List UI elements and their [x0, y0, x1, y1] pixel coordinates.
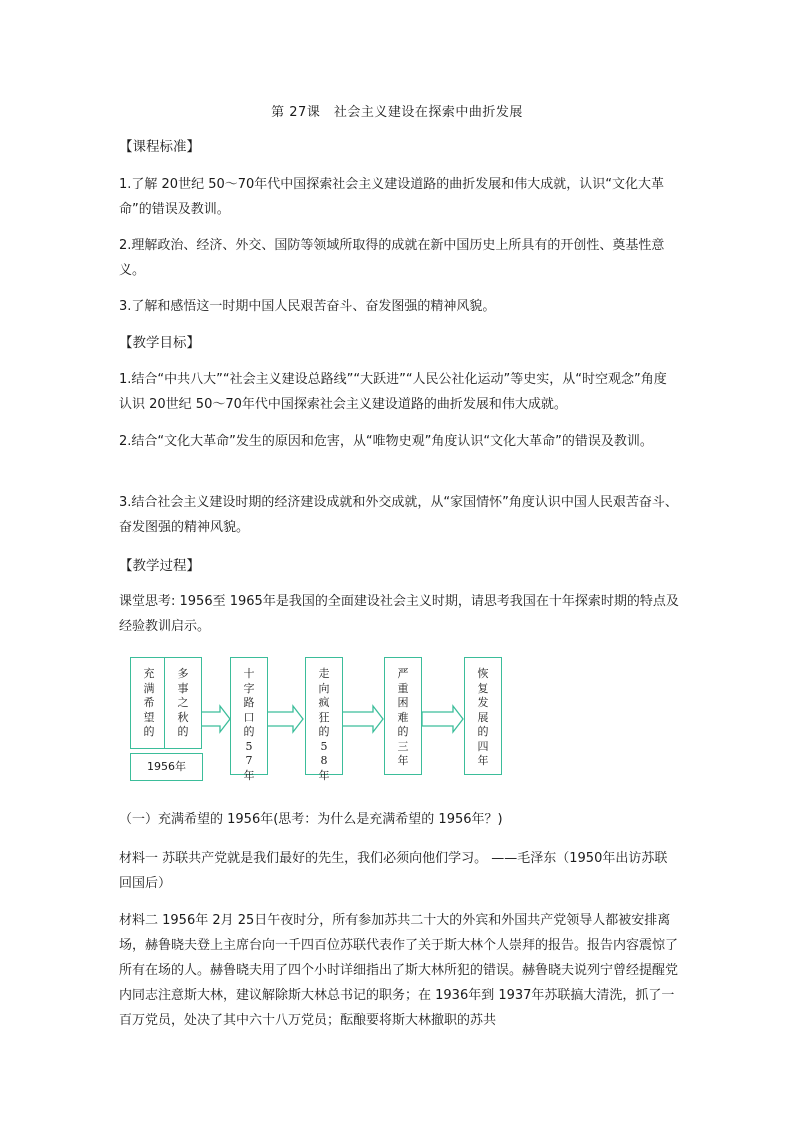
- flow-arrow-2: [267, 706, 303, 732]
- goal-item-3: 3.结合社会主义建设时期的经济建设成就和外交成就，从“家国情怀”角度认识中国人民艰苦奋斗、奋发图强的精神风貌。: [119, 495, 678, 535]
- section-heading-process: 【教学过程】: [119, 558, 200, 574]
- flow-box-hardship-three-years: 严重困难的三年: [384, 657, 422, 775]
- flow-year-label: 1956年: [130, 753, 203, 781]
- classroom-thinking: 课堂思考: 1956至 1965年是我国的全面建设社会主义时期，请思考我国在十年探索时期的特点及经验教训启示。: [119, 594, 679, 634]
- flow-box-recovery-four-years: 恢复发展的四年: [464, 657, 502, 775]
- goal-item-2: 2.结合“文化大革命”发生的原因和危害，从“唯物史观”角度认识“文化大革命”的错误及教训。: [119, 434, 653, 449]
- goal-item-1: 1.结合“中共八大”“社会主义建设总路线”“大跃进”“人民公社化运动”等史实，从“时空观念”角度认识 20世纪 50～70年代中国探索社会主义建设道路的曲折发展和伟大成就。: [119, 372, 667, 412]
- material-1: 材料一 苏联共产党就是我们最好的先生，我们必须向他们学习。 ——毛泽东（1950年出访苏联回国后）: [119, 851, 668, 891]
- timeline-flow-diagram: [130, 657, 530, 787]
- flow-box-madness-58: 走向疯狂的58年: [305, 657, 343, 775]
- flow-box-eventful: 多事之秋的: [164, 657, 202, 749]
- flow-box-hopeful: 充满希望的: [130, 657, 168, 749]
- section-heading-standard: 【课程标准】: [119, 139, 200, 155]
- lesson-title: 第 27课 社会主义建设在探索中曲折发展: [271, 105, 523, 120]
- subheading-hopeful-1956: （一）充满希望的 1956年(思考：为什么是充满希望的 1956年？): [119, 812, 503, 827]
- standard-item-1: 1.了解 20世纪 50～70年代中国探索社会主义建设道路的曲折发展和伟大成就，认识“文化大革命”的错误及教训。: [119, 177, 665, 217]
- material-2: 材料二 1956年 2月 25日午夜时分，所有参加苏共二十大的外宾和外国共产党领导人都被安排离场，赫鲁晓夫登上主席台向一千四百位苏联代表作了关于斯大林个人崇拜的报告。报告内容震惊了所有在场的人。赫鲁晓夫用了四个小时详细指出了斯大林所犯的错误。赫鲁晓夫说列宁曾经提醒党内同志注意斯大林，建议解除斯大林总书记的职务；在 1936年到 1937年苏联搞大清洗，抓了一百万党员，处决了其中六十八万党员；酝酿要将斯大林撤职的苏共: [119, 913, 679, 1028]
- standard-item-2: 2.理解政治、经济、外交、国防等领域所取得的成就在新中国历史上所具有的开创性、奠基性意义。: [119, 238, 665, 278]
- flow-arrow-4: [422, 706, 463, 732]
- standard-item-3: 3.了解和感悟这一时期中国人民艰苦奋斗、奋发图强的精神风貌。: [119, 299, 496, 314]
- flow-arrow-3: [342, 706, 383, 732]
- flow-box-crossroads-57: 十字路口的57年: [230, 657, 268, 775]
- section-heading-goals: 【教学目标】: [119, 335, 200, 351]
